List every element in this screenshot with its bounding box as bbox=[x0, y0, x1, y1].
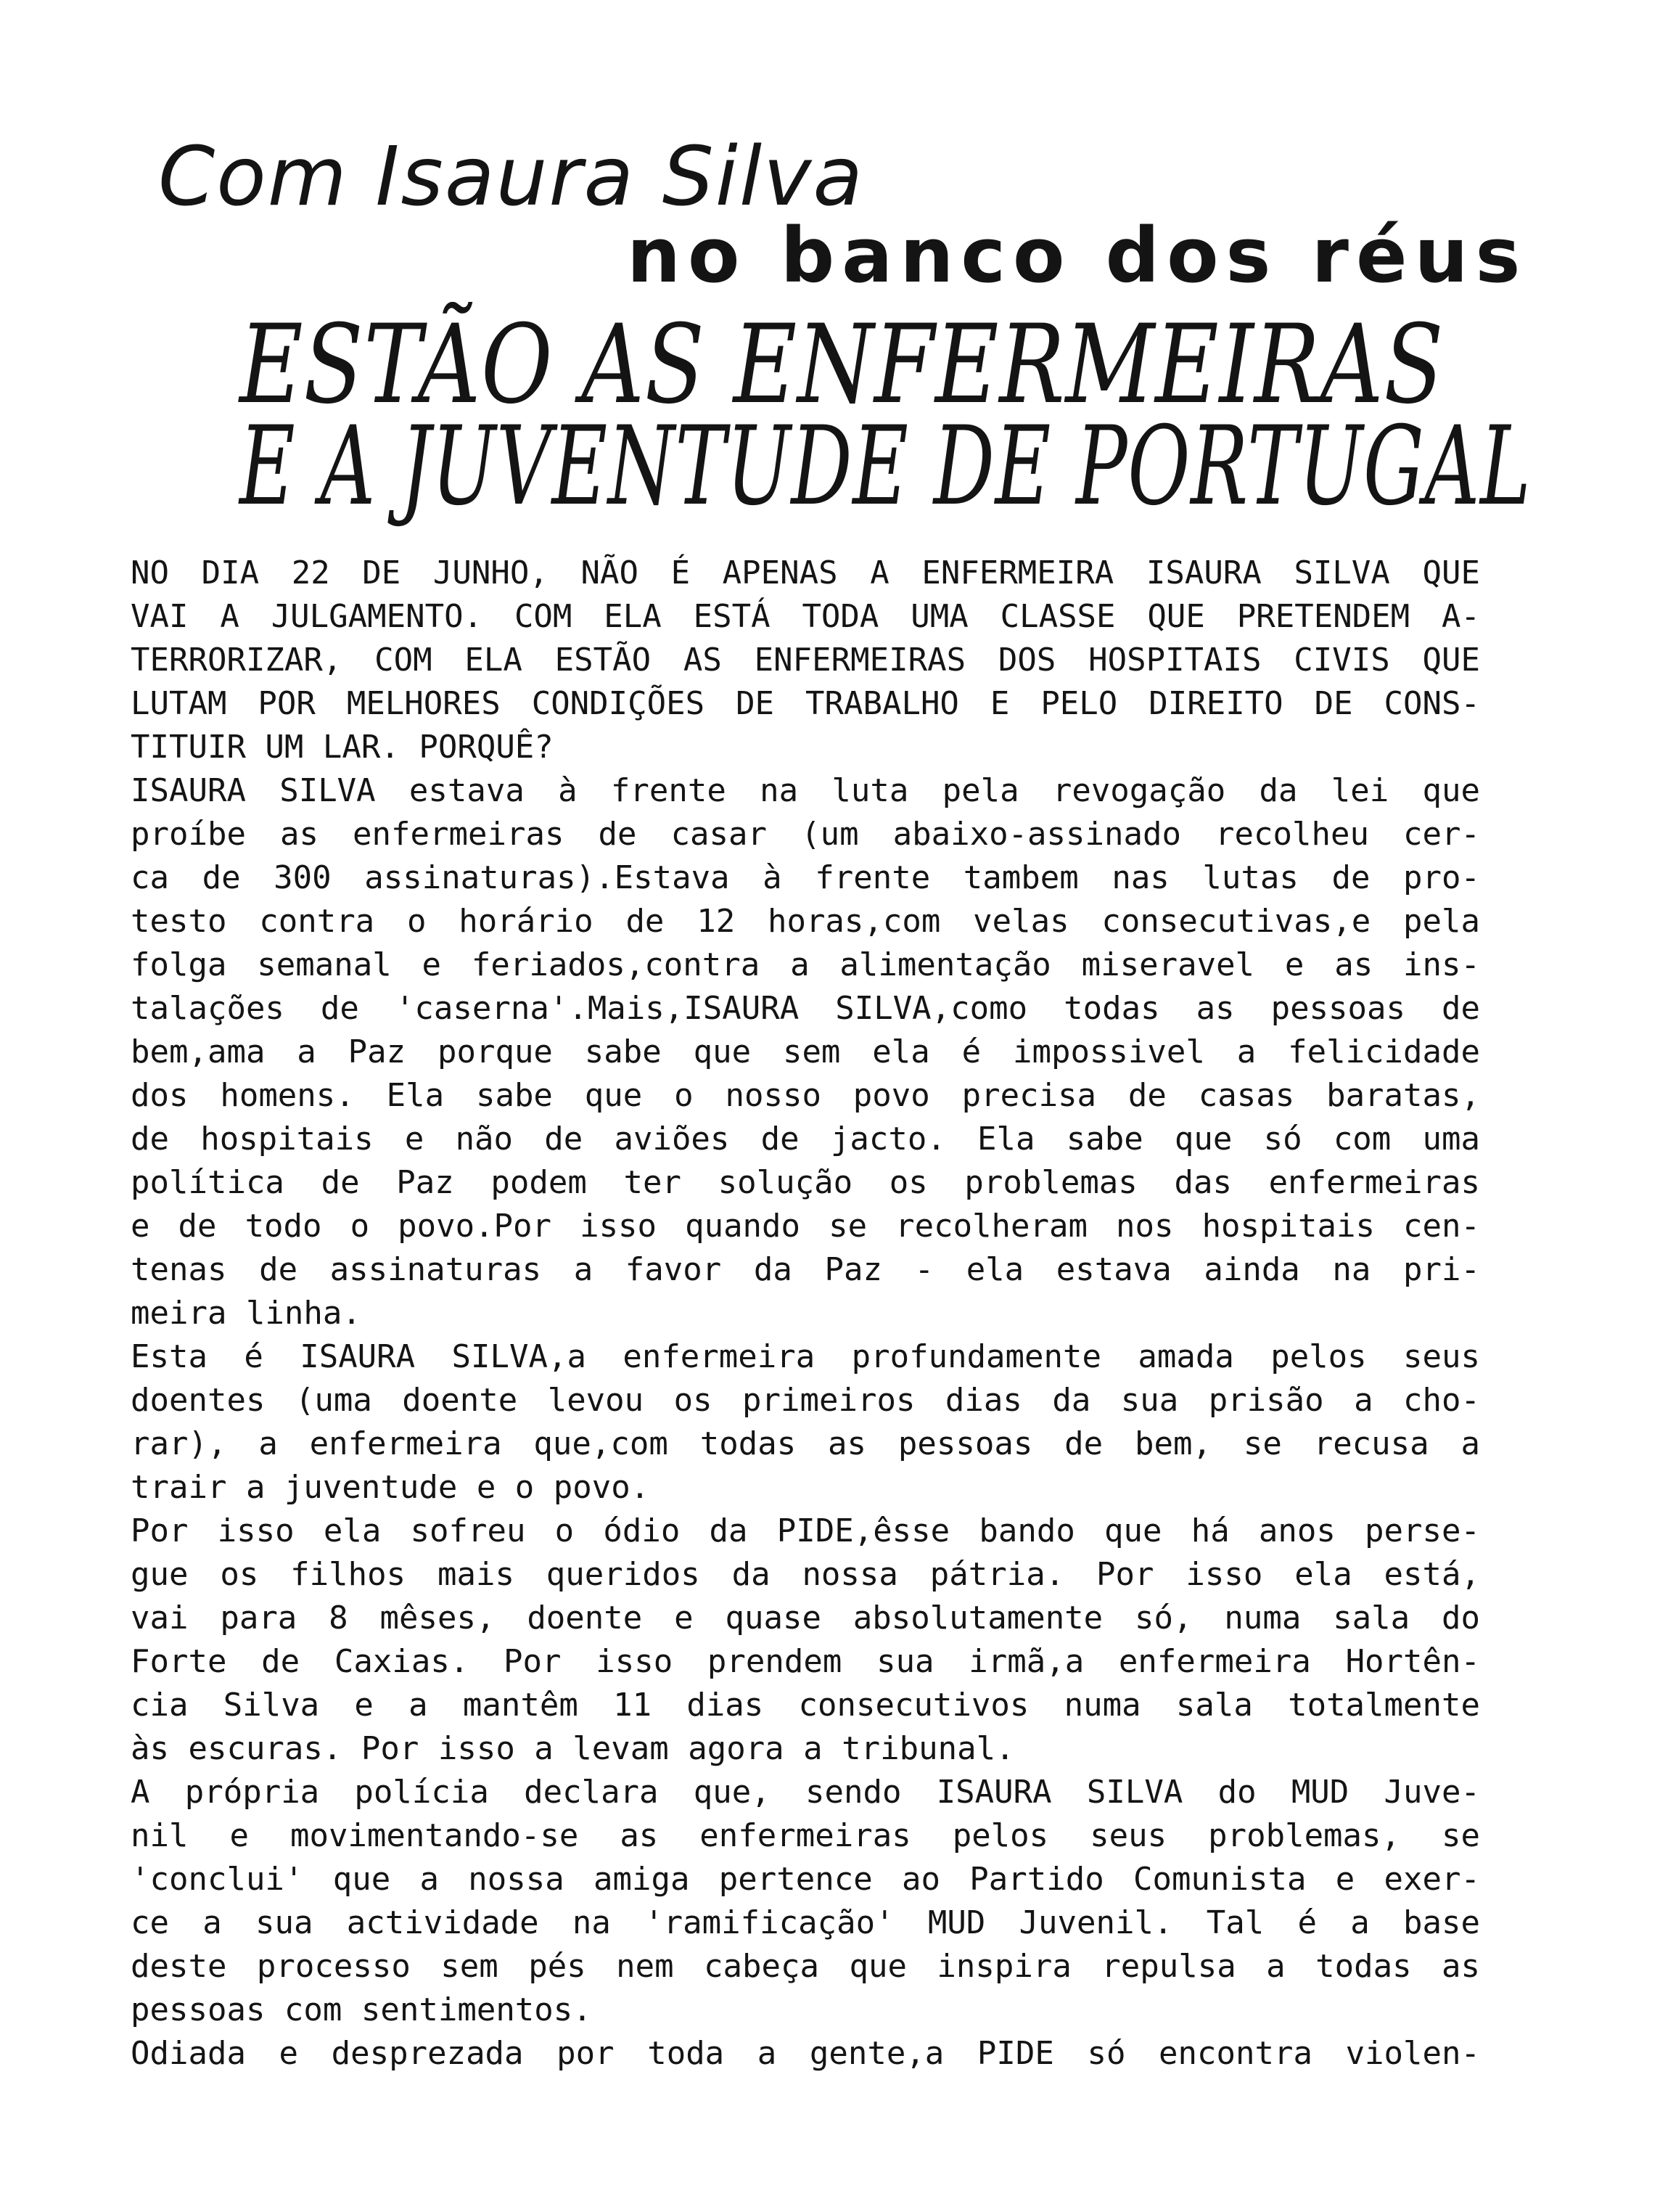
body-line: dos homens. Ela sabe que o nosso povo precisa de casas baratas, bbox=[131, 1077, 1480, 1114]
body-line: folga semanal e feriados,contra a alimentação miseravel e as ins- bbox=[131, 946, 1480, 983]
body-line: NO DIA 22 DE JUNHO, NÃO É APENAS A ENFERMEIRA ISAURA SILVA QUE bbox=[131, 554, 1480, 591]
body-line: ce a sua actividade na 'ramificação' MUD Juvenil. Tal é a base bbox=[131, 1904, 1480, 1941]
body-line: cia Silva e a mantêm 11 dias consecutivos numa sala totalmente bbox=[131, 1687, 1480, 1724]
headline-line-4: E A JUVENTUDE DE PORTUGAL bbox=[239, 404, 1532, 530]
body-line: ca de 300 assinaturas).Estava à frente tambem nas lutas de pro- bbox=[131, 859, 1480, 896]
body-line: Forte de Caxias. Por isso prendem sua irmã,a enfermeira Hortên- bbox=[131, 1643, 1480, 1680]
body-line: ISAURA SILVA estava à frente na luta pela revogação da lei que bbox=[131, 772, 1480, 809]
body-line: deste processo sem pés nem cabeça que inspira repulsa a todas as bbox=[131, 1948, 1480, 1985]
headline-line-2: no banco dos réus bbox=[627, 211, 1528, 300]
body-line: gue os filhos mais queridos da nossa pátria. Por isso ela está, bbox=[131, 1556, 1480, 1593]
body-line: Por isso ela sofreu o ódio da PIDE,êsse bando que há anos perse- bbox=[131, 1512, 1480, 1549]
headline-line-1: Com Isaura Silva bbox=[158, 130, 864, 224]
body-line: rar), a enfermeira que,com todas as pessoas de bem, se recusa a bbox=[131, 1425, 1480, 1462]
body-line: vai para 8 mêses, doente e quase absolutamente só, numa sala do bbox=[131, 1599, 1480, 1637]
headline-line-3: ESTÃO AS ENFERMEIRAS bbox=[239, 302, 1445, 428]
body-line: talações de 'caserna'.Mais,ISAURA SILVA,como todas as pessoas de bbox=[131, 990, 1480, 1027]
body-line: TITUIR UM LAR. PORQUÊ? bbox=[131, 729, 554, 766]
body-line: proíbe as enfermeiras de casar (um abaixo-assinado recolheu cer- bbox=[131, 816, 1480, 853]
body-line: de hospitais e não de aviões de jacto. Ela sabe que só com uma bbox=[131, 1121, 1480, 1158]
body-line: doentes (uma doente levou os primeiros dias da sua prisão a cho- bbox=[131, 1382, 1480, 1419]
body-line: testo contra o horário de 12 horas,com velas consecutivas,e pela bbox=[131, 903, 1480, 940]
body-line: TERRORIZAR, COM ELA ESTÃO AS ENFERMEIRAS DOS HOSPITAIS CIVIS QUE bbox=[131, 642, 1480, 679]
body-line: Esta é ISAURA SILVA,a enfermeira profundamente amada pelos seus bbox=[131, 1338, 1480, 1375]
body-line: A própria polícia declara que, sendo ISAURA SILVA do MUD Juve- bbox=[131, 1774, 1480, 1811]
body-line: às escuras. Por isso a levam agora a tribunal. bbox=[131, 1730, 1015, 1767]
body-line: pessoas com sentimentos. bbox=[131, 1991, 592, 2028]
body-line: e de todo o povo.Por isso quando se recolheram nos hospitais cen- bbox=[131, 1208, 1480, 1245]
body-line: bem,ama a Paz porque sabe que sem ela é impossivel a felicidade bbox=[131, 1033, 1480, 1070]
body-line: nil e movimentando-se as enfermeiras pelos seus problemas, se bbox=[131, 1817, 1480, 1854]
article-body bbox=[131, 552, 1480, 2076]
body-line: meira linha. bbox=[131, 1295, 361, 1332]
body-line: trair a juventude e o povo. bbox=[131, 1469, 650, 1506]
body-line: política de Paz podem ter solução os problemas das enfermeiras bbox=[131, 1164, 1480, 1201]
body-line: VAI A JULGAMENTO. COM ELA ESTÁ TODA UMA CLASSE QUE PRETENDEM A- bbox=[131, 598, 1480, 635]
body-line: 'conclui' que a nossa amiga pertence ao Partido Comunista e exer- bbox=[131, 1861, 1480, 1898]
body-line: Odiada e desprezada por toda a gente,a PIDE só encontra violen- bbox=[131, 2035, 1480, 2072]
body-line: tenas de assinaturas a favor da Paz - ela estava ainda na pri- bbox=[131, 1251, 1480, 1288]
body-line: LUTAM POR MELHORES CONDIÇÕES DE TRABALHO E PELO DIREITO DE CONS- bbox=[131, 685, 1480, 722]
